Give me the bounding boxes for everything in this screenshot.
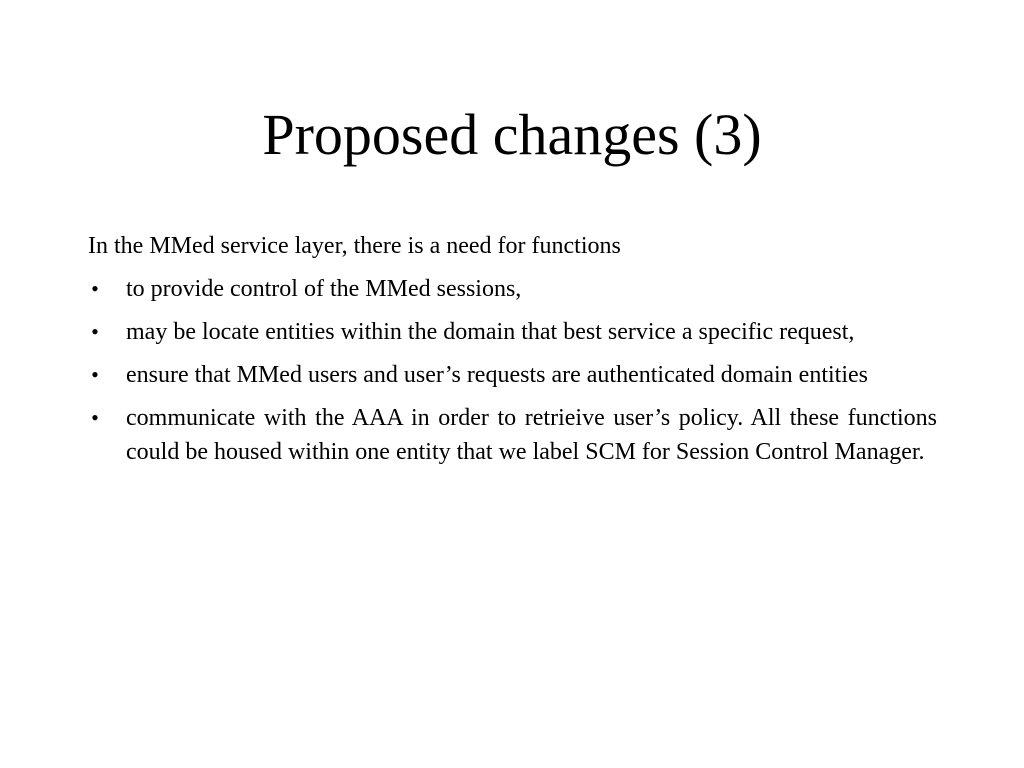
bullet-list (88, 272, 937, 469)
bullet-icon: • (91, 276, 99, 301)
bullet-text: may be locate entities within the domain that best service a specific request, (126, 319, 855, 345)
bullet-text: to provide control of the MMed sessions, (126, 276, 522, 302)
bullet-icon: • (91, 362, 99, 387)
bullet-item (88, 272, 937, 306)
bullet-item (88, 358, 937, 392)
bullet-item (88, 315, 937, 349)
bullet-text: communicate with the AAA in order to retrieive user’s policy. All these functions could be housed within one entity that we label SCM for Session Control Manager. (126, 405, 937, 465)
slide-title: Proposed changes (3) (262, 102, 762, 167)
slide-body (88, 229, 937, 478)
bullet-icon: • (91, 405, 99, 430)
bullet-icon: • (91, 319, 99, 344)
bullet-text: ensure that MMed users and user’s requests are authenticated domain entities (126, 362, 868, 388)
bullet-item (88, 401, 937, 469)
intro-text: In the MMed service layer, there is a need for functions (88, 233, 621, 259)
